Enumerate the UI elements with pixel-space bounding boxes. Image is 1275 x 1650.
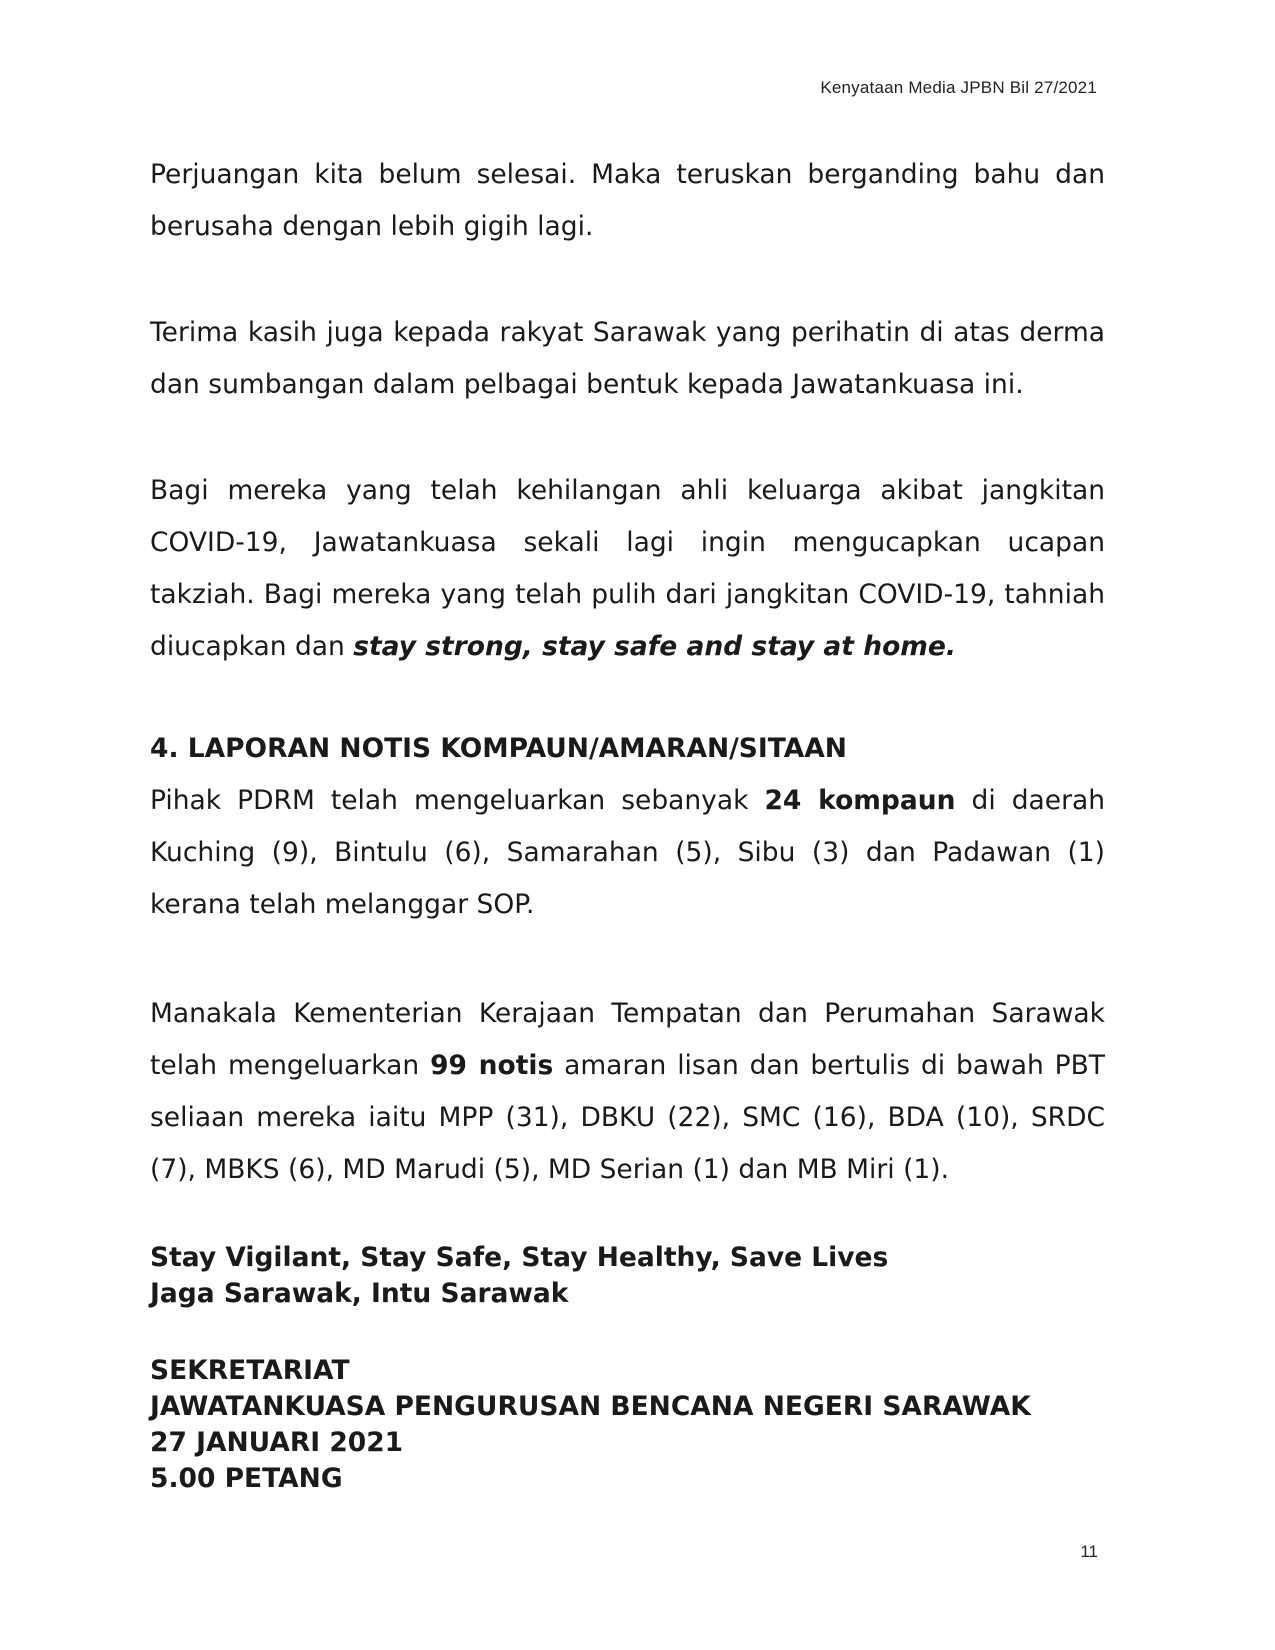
pdrm-text-before: Pihak PDRM telah mengeluarkan sebanyak (150, 785, 765, 816)
ministry-text-after: amaran lisan dan bertulis di bawah PBT seliaan mereka iaitu MPP (31), DBKU (22), SMC (16), BDA (10), SRDC (7), MBKS (6), MD Marudi (5), MD Serian (1) dan MB Miri (1). (150, 1050, 1105, 1185)
signoff-secretariat: SEKRETARIAT (150, 1355, 350, 1386)
closing-motto (150, 1240, 888, 1312)
signoff-committee: JAWATANKUASA PENGURUSAN BENCANA NEGERI SARAWAK (150, 1391, 1031, 1422)
motto-line-2: Jaga Sarawak, Intu Sarawak (150, 1278, 569, 1309)
notice-count: 99 notis (430, 1050, 554, 1081)
paragraph-pdrm-compounds (150, 775, 1105, 931)
section-heading-compound-report: 4. LAPORAN NOTIS KOMPAUN/AMARAN/SITAAN (150, 733, 847, 764)
signoff-time: 5.00 PETANG (150, 1463, 343, 1494)
paragraph-condolences (150, 465, 1105, 673)
motto-line-1: Stay Vigilant, Stay Safe, Stay Healthy, Save Lives (150, 1242, 889, 1273)
document-reference-header: Kenyataan Media JPBN Bil 27/2021 (820, 78, 1097, 97)
condolences-text: Bagi mereka yang telah kehilangan ahli keluarga akibat jangkitan COVID-19, Jawatankuasa sekali lagi ingin mengucapkan ucapan takziah. Bagi mereka yang telah pulih dari jangkitan COVID-19, tahniah diucapkan dan (150, 475, 1105, 662)
secretariat-signoff (150, 1353, 1031, 1497)
paragraph-struggle: Perjuangan kita belum selesai. Maka teruskan berganding bahu dan berusaha dengan lebih gigih lagi. (150, 159, 1105, 242)
paragraph-thanks: Terima kasih juga kepada rakyat Sarawak yang perihatin di atas derma dan sumbangan dalam pelbagai bentuk kepada Jawatankuasa ini. (150, 317, 1105, 400)
page-number: 11 (1080, 1542, 1098, 1561)
paragraph-ministry-notices (150, 988, 1105, 1196)
ministry-text-before: Manakala Kementerian Kerajaan Tempatan dan Perumahan Sarawak telah mengeluarkan (150, 998, 1105, 1081)
signoff-date: 27 JANUARI 2021 (150, 1427, 404, 1458)
stay-home-tagline: stay strong, stay safe and stay at home. (353, 631, 956, 662)
pdrm-text-after: di daerah Kuching (9), Bintulu (6), Samarahan (5), Sibu (3) dan Padawan (1) kerana telah melanggar SOP. (150, 785, 1105, 920)
compound-count: 24 kompaun (764, 785, 956, 816)
